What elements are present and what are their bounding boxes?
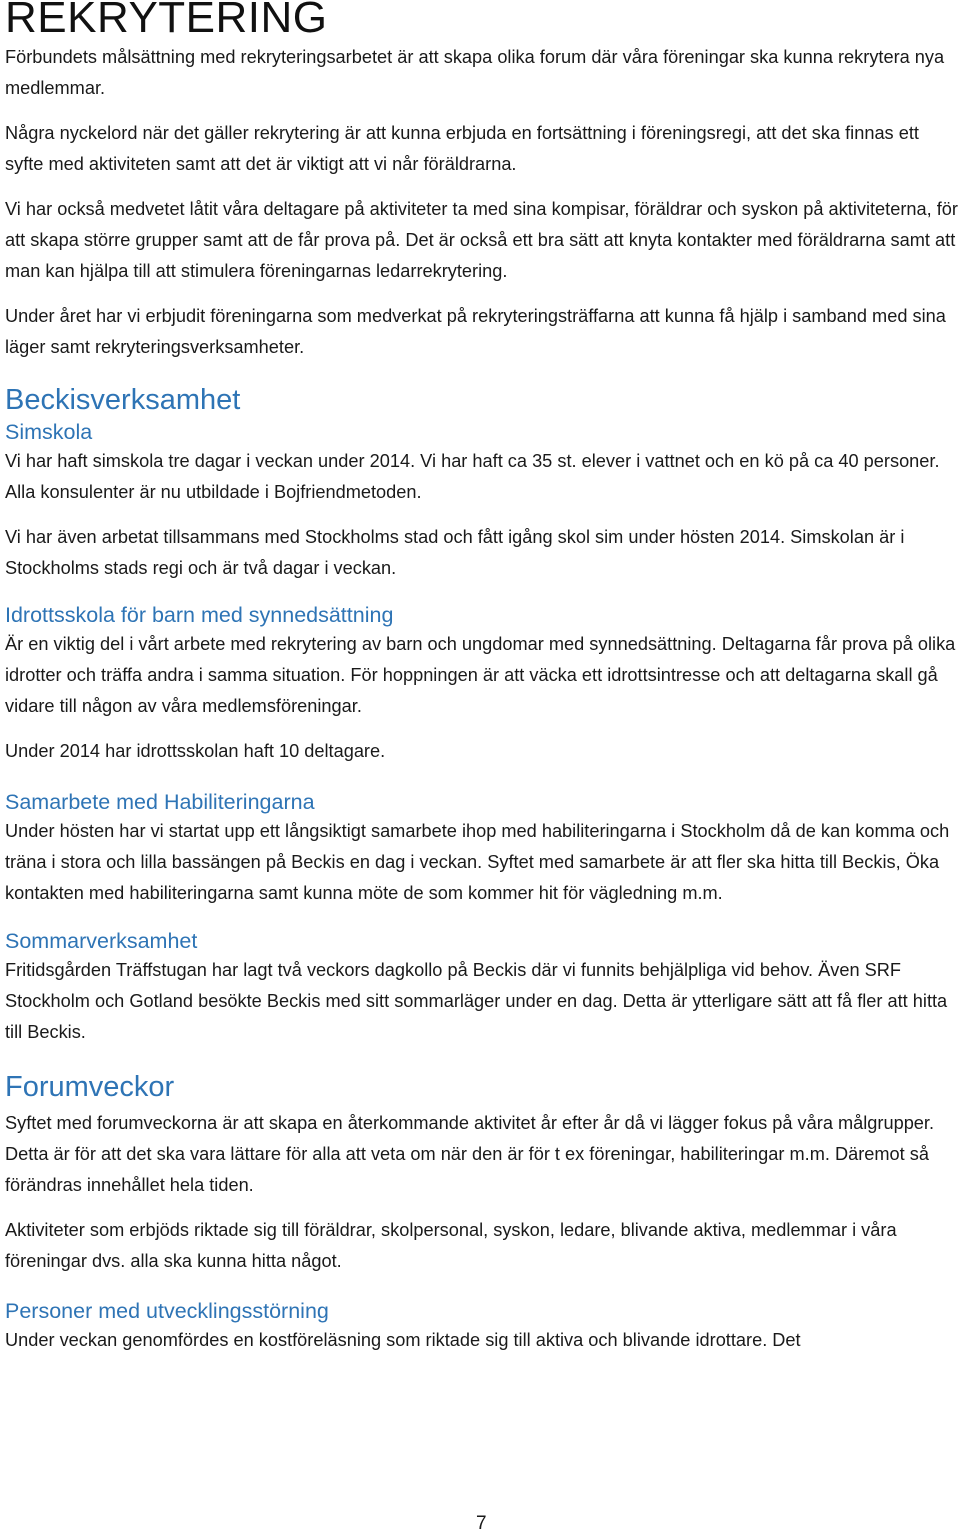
document-page [5,0,958,1356]
forum-paragraph: Syftet med forumveckorna är att skapa en återkommande aktivitet år efter år då vi lägger fokus på våra målgrupper. Detta är för att det ska vara lättare för alla att veta om när den är för t ex föreningar, habiliteringar m.m. Däremot så förändras innehållet hela tiden. [5,1113,935,1195]
subheading-personer: Personer med utvecklingsstörning [5,1299,329,1323]
intro-paragraph: Vi har också medvetet låtit våra deltagare på aktiviteter ta med sina kompisar, föräldrar och syskon på aktiviteterna, för att skapa större grupper samt att de får prova på. Det är också ett bra sätt att knyta kontakter med föräldrarna samt att man kan hjälpa till att stimulera föreningarnas ledarrekrytering. [5,199,958,281]
simskola-paragraph: Vi har haft simskola tre dagar i veckan under 2014. Vi har haft ca 35 st. elever i vattnet och en kö på ca 40 personer. Alla konsulenter är nu utbildade i Bojfriendmetoden. [5,451,940,502]
personer-paragraph: Under veckan genomfördes en kostföreläsning som riktade sig till aktiva och blivande idrottare. Det [5,1330,801,1350]
simskola-paragraph: Vi har även arbetat tillsammans med Stockholms stad och fått igång skol sim under hösten 2014. Simskolan är i Stockholms stads regi och är två dagar i veckan. [5,527,905,578]
page-title: REKRYTERING [5,0,328,42]
intro-paragraph: Förbundets målsättning med rekryteringsarbetet är att skapa olika forum där våra föreningar ska kunna rekrytera nya medlemmar. [5,47,945,98]
intro-paragraph: Under året har vi erbjudit föreningarna som medverkat på rekryteringsträffarna att kunna få hjälp i samband med sina läger samt rekryteringsverksamheter. [5,306,946,357]
idrottsskola-paragraph: Är en viktig del i vårt arbete med rekrytering av barn och ungdomar med synnedsättning. Deltagarna får prova på olika idrotter och träffa andra i samma situation. För hoppningen är att väcka ett idrottsintresse och att deltagarna skall gå vidare till någon av våra medlemsföreningar. [5,634,956,716]
idrottsskola-paragraph: Under 2014 har idrottsskolan haft 10 deltagare. [5,741,386,761]
section-heading-forum: Forumveckor [5,1071,175,1103]
samarbete-paragraph: Under hösten har vi startat upp ett långsiktigt samarbete ihop med habiliteringarna i Stockholm då de kan komma och träna i stora och lilla bassängen på Beckis en dag i veckan. Syftet med samarbete är att fler ska hitta till Beckis, Öka kontakten med habiliteringarna samt kunna möte de som kommer hit för vägledning m.m. [5,821,950,903]
section-heading-beckis: Beckisverksamhet [5,384,241,416]
subheading-simskola: Simskola [5,420,93,444]
page-number: 7 [476,1513,487,1534]
subheading-samarbete: Samarbete med Habiliteringarna [5,790,315,814]
subheading-idrottsskola: Idrottsskola för barn med synnedsättning [5,603,394,627]
forum-paragraph: Aktiviteter som erbjöds riktade sig till föräldrar, skolpersonal, syskon, ledare, blivande aktiva, medlemmar i våra föreningar dvs. alla ska kunna hitta något. [5,1220,897,1271]
sommar-paragraph: Fritidsgården Träffstugan har lagt två veckors dagkollo på Beckis där vi funnits behjälpliga vid behov. Även SRF Stockholm och Gotland besökte Beckis med sitt sommarläger under en dag. Detta är ytterligare sätt att få fler att hitta till Beckis. [5,960,948,1042]
intro-paragraph: Några nyckelord när det gäller rekrytering är att kunna erbjuda en fortsättning i föreningsregi, att det ska finnas ett syfte med aktiviteten samt att det är viktigt att vi når föräldrarna. [5,123,919,174]
subheading-sommar: Sommarverksamhet [5,929,198,953]
